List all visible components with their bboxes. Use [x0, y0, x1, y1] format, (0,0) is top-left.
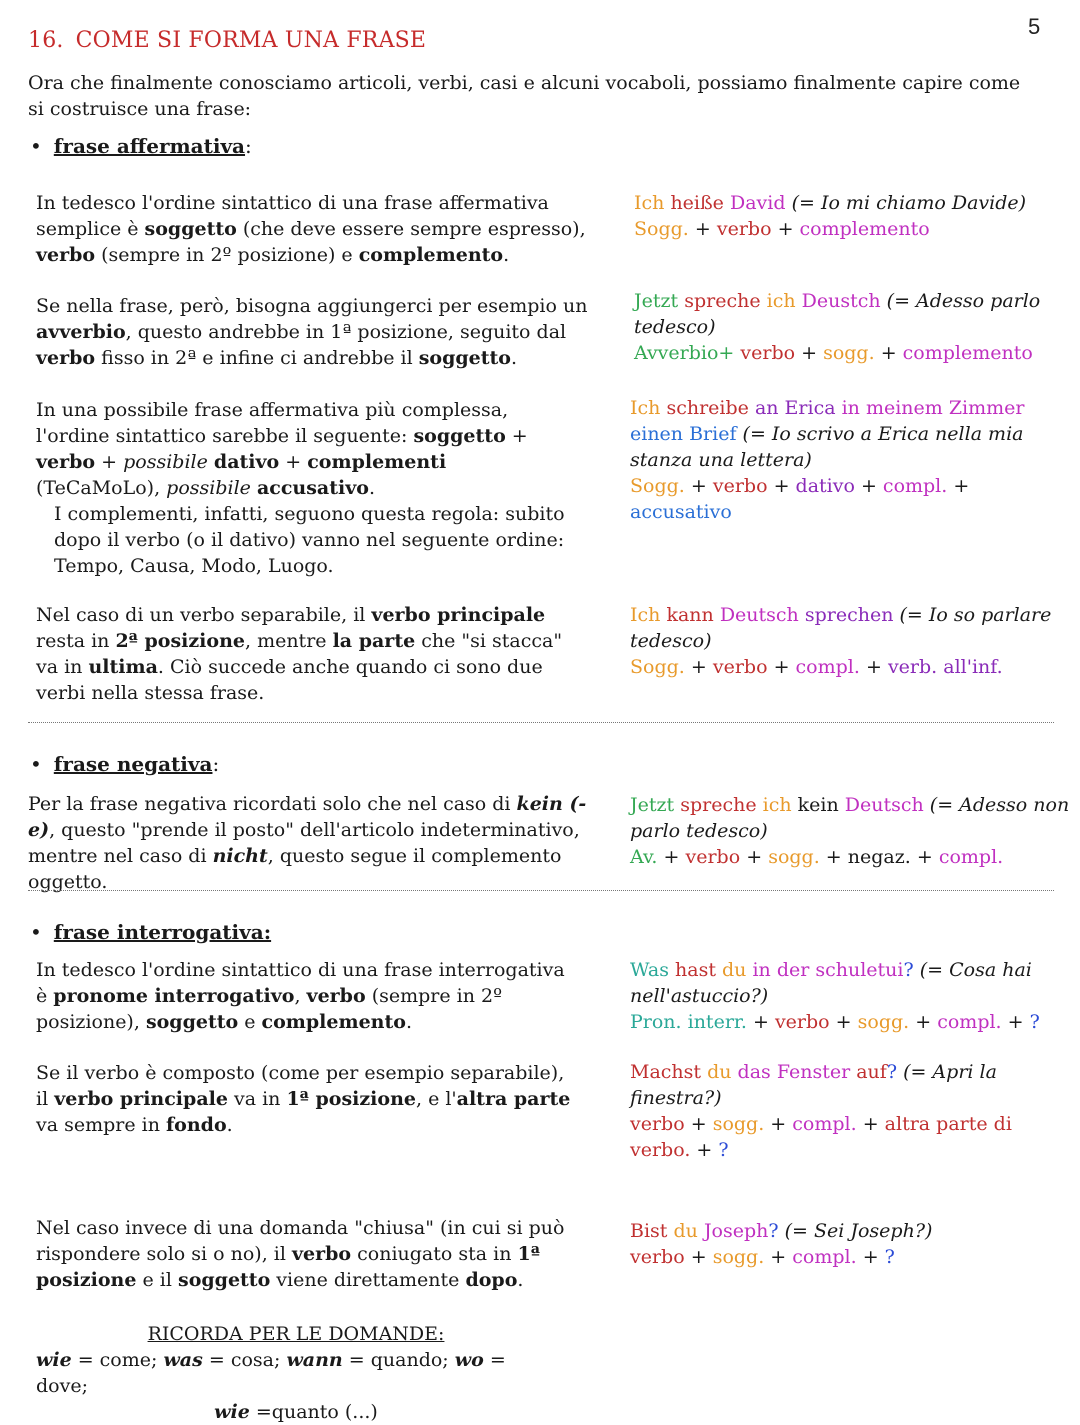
plus-sign: +: [777, 218, 794, 240]
example-sentence: [630, 792, 1070, 844]
plus-sign: +: [860, 475, 877, 497]
word-subject: du: [722, 959, 747, 981]
plus-sign: +: [835, 1011, 852, 1033]
plus-sign: +: [773, 475, 790, 497]
text: Se nella frase, però, bisogna aggiungerci per esempio un: [36, 295, 588, 317]
example-sentence: [630, 1059, 1030, 1111]
text: resta in: [36, 630, 116, 652]
example-sentence: [630, 602, 1070, 654]
example-structure: [630, 1111, 1030, 1163]
plus-sign: +: [916, 846, 933, 868]
word-verb: schreibe: [666, 397, 749, 419]
word-complement: in der schuletui: [752, 959, 904, 981]
text: coniugato sta in: [351, 1243, 518, 1265]
text: .: [503, 244, 510, 266]
struct-verb: verbo: [716, 218, 772, 240]
example-structure: [630, 1009, 1070, 1035]
plus-sign: +: [825, 846, 842, 868]
negativa-paragraph: [28, 791, 590, 895]
text: +: [505, 425, 528, 447]
struct-verb: verbo: [712, 656, 768, 678]
plus-sign: +: [746, 846, 763, 868]
word-subject: ich: [762, 794, 792, 816]
plus-sign: +: [773, 656, 790, 678]
struct-subject: sogg.: [823, 342, 875, 364]
text: , e l': [415, 1088, 457, 1110]
plus-sign: +: [862, 1246, 879, 1268]
example-structure: [630, 654, 1070, 680]
word-subject: Ich: [630, 397, 661, 419]
text: (sempre in 2º posizione),: [36, 985, 503, 1033]
translation: (= Io mi chiamo Davide): [791, 192, 1027, 214]
plus-sign: +: [915, 1011, 932, 1033]
struct-verb-particle: altra parte di verbo.: [630, 1113, 1012, 1161]
bullet-label: frase affermativa: [53, 134, 246, 158]
example-sentence: [634, 190, 1074, 216]
text: che "si stacca" va in: [36, 630, 563, 678]
bullet-negativa: [30, 752, 219, 776]
plus-sign: +: [880, 342, 897, 364]
bold-text: soggetto: [145, 1011, 239, 1033]
meaning: = dove;: [36, 1349, 506, 1397]
text: (TeCaMoLo),: [36, 477, 167, 499]
bold-text: complemento: [358, 244, 504, 266]
word-verb: Bist: [630, 1220, 668, 1242]
text: Per la frase negativa ricordati solo che nel caso di: [28, 793, 517, 815]
example-structure: [630, 473, 1070, 525]
word-subject: du: [673, 1220, 698, 1242]
struct-verb: verbo: [740, 342, 796, 364]
text: , questo "prende il posto" dell'articolo indeterminativo, mentre nel caso di: [28, 819, 580, 867]
example-sentence: [630, 395, 1070, 473]
bold-text: ultima: [88, 656, 158, 678]
translation: (= Io scrivo a Erica nella mia stanza una lettera): [630, 423, 1024, 471]
text: .: [517, 1269, 524, 1291]
bold-text: altra parte: [456, 1088, 571, 1110]
bold-text: verbo principale: [54, 1088, 228, 1110]
text: (sempre in 2º posizione) e: [95, 244, 359, 266]
bold-text: 1ª posizione: [286, 1088, 416, 1110]
word-pronoun: Was: [630, 959, 669, 981]
example-sentence: [634, 288, 1074, 340]
text: In tedesco l'ordine sintattico di una frase interrogativa è: [36, 959, 565, 1007]
word-dative: an Erica: [754, 397, 836, 419]
ricorda-heading: RICORDA PER LE DOMANDE:: [147, 1323, 445, 1345]
ricorda-line-2: [36, 1399, 556, 1425]
translation: (= Apri la finestra?): [630, 1061, 997, 1109]
text: In tedesco l'ordine sintattico di una frase affermativa semplice è: [36, 192, 549, 240]
word-verb-particle: auf: [856, 1061, 887, 1083]
struct-question-mark: ?: [884, 1246, 895, 1268]
word-complement: in meinem Zimmer: [841, 397, 1025, 419]
struct-verb: verbo: [712, 475, 768, 497]
word-negation: kein: [797, 794, 839, 816]
word-verb: spreche: [680, 794, 757, 816]
struct-question-mark: ?: [718, 1139, 729, 1161]
struct-question-mark: ?: [1029, 1011, 1040, 1033]
bullet-colon: :: [212, 752, 220, 776]
plus-sign: +: [752, 1011, 769, 1033]
word-verb: kann: [666, 604, 714, 626]
meaning: = quando;: [342, 1349, 455, 1371]
bullet-dot: •: [30, 134, 42, 158]
bold-text: complementi: [307, 451, 447, 473]
word-subject: ich: [766, 290, 796, 312]
text: . Ciò succede anche quando ci sono due verbi nella stessa frase.: [36, 656, 543, 704]
example-sentence: [630, 1218, 1070, 1244]
page-number: 5: [1028, 14, 1041, 39]
interrogativa-example-1: [630, 957, 1070, 1035]
interrogativa-paragraph-2: [36, 1060, 581, 1138]
section-divider: [28, 722, 1054, 723]
bold-text: soggetto: [418, 347, 511, 369]
meaning: =quanto (...): [249, 1401, 378, 1423]
plus-sign: +: [690, 1246, 707, 1268]
interrogativa-paragraph-1: [36, 957, 581, 1035]
struct-complement: compl.: [938, 846, 1004, 868]
struct-subject: Sogg.: [630, 656, 685, 678]
text: fisso in 2ª e infine ci andrebbe il: [95, 347, 419, 369]
plus-sign: +: [862, 1113, 879, 1135]
example-structure: [630, 844, 1070, 870]
plus-sign: +: [690, 656, 707, 678]
struct-infinitive: verb. all'inf.: [887, 656, 1003, 678]
bold-text: dativo: [213, 451, 280, 473]
struct-subject: sogg.: [712, 1246, 765, 1268]
keyword: wann: [286, 1349, 343, 1371]
affermativa-paragraph-1: [36, 190, 596, 268]
affermativa-example-1: [634, 190, 1074, 242]
example-structure: [630, 1244, 1070, 1270]
plus-sign: +: [770, 1246, 787, 1268]
word-complement: das Fenster: [737, 1061, 851, 1083]
bold-text: verbo: [36, 347, 96, 369]
text: +: [279, 451, 308, 473]
translation: (= Adesso non parlo tedesco): [630, 794, 1070, 842]
word-complement: Deustch: [801, 290, 881, 312]
word-complement: Deutsch: [719, 604, 799, 626]
affermativa-example-3: [630, 395, 1070, 525]
italic-text: possibile: [123, 451, 208, 473]
example-structure: [634, 340, 1074, 366]
bold-text: la parte: [332, 630, 416, 652]
keyword: wie: [36, 1349, 72, 1371]
question-mark: ?: [886, 1061, 898, 1083]
bold-text: verbo: [291, 1243, 352, 1265]
translation: (= Io so parlare tedesco): [630, 604, 1052, 652]
bold-text: verbo: [306, 985, 366, 1007]
text: viene direttamente: [270, 1269, 466, 1291]
struct-verb: verbo: [685, 846, 741, 868]
word-verb: Machst: [630, 1061, 702, 1083]
text: e il: [136, 1269, 178, 1291]
affermativa-example-4: [630, 602, 1070, 680]
text: Nel caso di un verbo separabile, il: [36, 604, 372, 626]
question-mark: ?: [768, 1220, 779, 1242]
bold-text: soggetto: [413, 425, 506, 447]
bullet-label: frase interrogativa:: [53, 920, 272, 944]
word-subject: Ich: [630, 604, 661, 626]
rule-tecamolo: I complementi, infatti, seguono questa regola: subito dopo il verbo (o il dativo) vanno nel seguente ordine: Tempo, Causa, Modo, Luogo.: [54, 503, 565, 577]
text: va sempre in: [36, 1114, 166, 1136]
struct-complement: compl.: [937, 1011, 1002, 1033]
struct-complement: complemento: [799, 218, 930, 240]
question-mark: ?: [903, 959, 914, 981]
keyword: wie: [214, 1401, 250, 1423]
struct-subject: sogg.: [712, 1113, 765, 1135]
struct-subject: Sogg.: [634, 218, 689, 240]
struct-subject: sogg.: [857, 1011, 910, 1033]
text: ,: [294, 985, 307, 1007]
bullet-colon: :: [245, 134, 252, 158]
ricorda-line-1: [36, 1347, 556, 1399]
word-verb: spreche: [684, 290, 761, 312]
plus-sign: +: [801, 342, 818, 364]
plus-sign: +: [663, 846, 680, 868]
affermativa-paragraph-4: [36, 602, 581, 706]
struct-subject: Sogg.: [630, 475, 685, 497]
translation: (= Sei Joseph?): [784, 1220, 933, 1242]
text: +: [95, 451, 124, 473]
word-accusative: einen Brief: [630, 423, 737, 445]
intro-paragraph: Ora che finalmente conosciamo articoli, verbi, casi e alcuni vocaboli, possiamo finalmente capire come si costruisce una frase:: [28, 72, 1021, 120]
text: , mentre: [244, 630, 333, 652]
bullet-dot: •: [30, 920, 42, 944]
bold-italic-text: nicht: [212, 845, 268, 867]
struct-complement: complemento: [902, 342, 1033, 364]
translation: (= Adesso parlo tedesco): [634, 290, 1041, 338]
bold-text: complemento: [261, 1011, 406, 1033]
plus-sign: +: [694, 218, 711, 240]
text: e: [238, 1011, 262, 1033]
plus-sign: +: [770, 1113, 787, 1135]
struct-accusative: accusativo: [630, 501, 732, 523]
affermativa-example-2: [634, 288, 1074, 366]
struct-complement: compl.: [792, 1246, 857, 1268]
keyword: wo: [454, 1349, 484, 1371]
bold-text: soggetto: [144, 218, 237, 240]
bold-text: verbo: [36, 451, 96, 473]
interrogativa-example-2: [630, 1059, 1030, 1163]
struct-adverb: Avverbio+: [634, 342, 735, 364]
bullet-label: frase negativa: [53, 752, 213, 776]
word-adverb: Jetzt: [634, 290, 679, 312]
bullet-dot: •: [30, 752, 42, 776]
affermativa-paragraph-3: [36, 397, 576, 579]
plus-sign: +: [696, 1139, 713, 1161]
struct-pronoun: Pron. interr.: [630, 1011, 747, 1033]
bold-text: verbo: [36, 244, 96, 266]
struct-complement: compl.: [792, 1113, 857, 1135]
section-title-text: COME SI FORMA UNA FRASE: [75, 28, 427, 53]
plus-sign: +: [690, 475, 707, 497]
ricorda-box: [36, 1321, 556, 1425]
word-complement: David: [729, 192, 786, 214]
text: Se il verbo è composto (come per esempio separabile), il: [36, 1062, 565, 1110]
text: Nel caso invece di una domanda "chiusa" (in cui si può rispondere solo si o no), il: [36, 1217, 565, 1265]
plus-sign: +: [865, 656, 882, 678]
text: .: [510, 347, 518, 369]
negativa-example: [630, 792, 1070, 870]
text: .: [405, 1011, 412, 1033]
interrogativa-paragraph-3: [36, 1215, 581, 1293]
struct-dative: dativo: [795, 475, 855, 497]
word-complement: Deutsch: [844, 794, 924, 816]
bullet-affermativa: [30, 134, 252, 158]
word-subject: Ich: [634, 192, 665, 214]
word-subject: du: [707, 1061, 732, 1083]
bold-text: 1ª posizione: [36, 1243, 540, 1291]
bold-text: pronome interrogativo: [53, 985, 295, 1007]
word-complement: Joseph: [703, 1220, 769, 1242]
section-title: [28, 28, 426, 53]
translation: (= Cosa hai nell'astuccio?): [630, 959, 1032, 1007]
bold-italic-text: kein (-e): [28, 793, 587, 841]
word-verb: hast: [675, 959, 716, 981]
bold-text: soggetto: [178, 1269, 271, 1291]
text: (che deve essere sempre espresso),: [236, 218, 586, 240]
struct-complement: compl.: [882, 475, 948, 497]
struct-verb: verbo: [630, 1113, 685, 1135]
word-infinitive: sprechen: [804, 604, 894, 626]
bullet-interrogativa: [30, 920, 271, 944]
struct-complement: compl.: [795, 656, 860, 678]
bold-text: dopo: [465, 1269, 518, 1291]
word-verb: heiße: [670, 192, 724, 214]
plus-sign: +: [690, 1113, 707, 1135]
text: , questo andrebbe in 1ª posizione, seguito dal: [125, 321, 567, 343]
text: va in: [227, 1088, 287, 1110]
keyword: was: [163, 1349, 203, 1371]
bold-text: fondo: [166, 1114, 227, 1136]
example-sentence: [630, 957, 1070, 1009]
text: In una possibile frase affermativa più complessa, l'ordine sintattico sarebbe il seguente:: [36, 399, 509, 447]
text: .: [368, 477, 375, 499]
struct-verb: verbo: [774, 1011, 830, 1033]
struct-verb: verbo: [630, 1246, 685, 1268]
struct-subject: sogg.: [768, 846, 820, 868]
text: .: [226, 1114, 233, 1136]
word-adverb: Jetzt: [630, 794, 675, 816]
section-number: 16.: [28, 28, 64, 53]
plus-sign: +: [1007, 1011, 1024, 1033]
text: , questo segue il complemento oggetto.: [28, 845, 562, 893]
struct-adverb: Av.: [630, 846, 658, 868]
bold-text: accusativo: [256, 477, 369, 499]
bold-text: 2ª posizione: [115, 630, 245, 652]
affermativa-paragraph-2: [36, 293, 596, 371]
bold-text: verbo principale: [371, 604, 546, 626]
italic-text: possibile: [166, 477, 251, 499]
example-structure: [634, 216, 1074, 242]
interrogativa-example-3: [630, 1218, 1070, 1270]
meaning: = come;: [71, 1349, 164, 1371]
plus-sign: +: [953, 475, 970, 497]
struct-negation: negaz.: [847, 846, 911, 868]
bold-text: avverbio: [36, 321, 126, 343]
section-divider: [28, 890, 1054, 891]
meaning: = cosa;: [202, 1349, 287, 1371]
